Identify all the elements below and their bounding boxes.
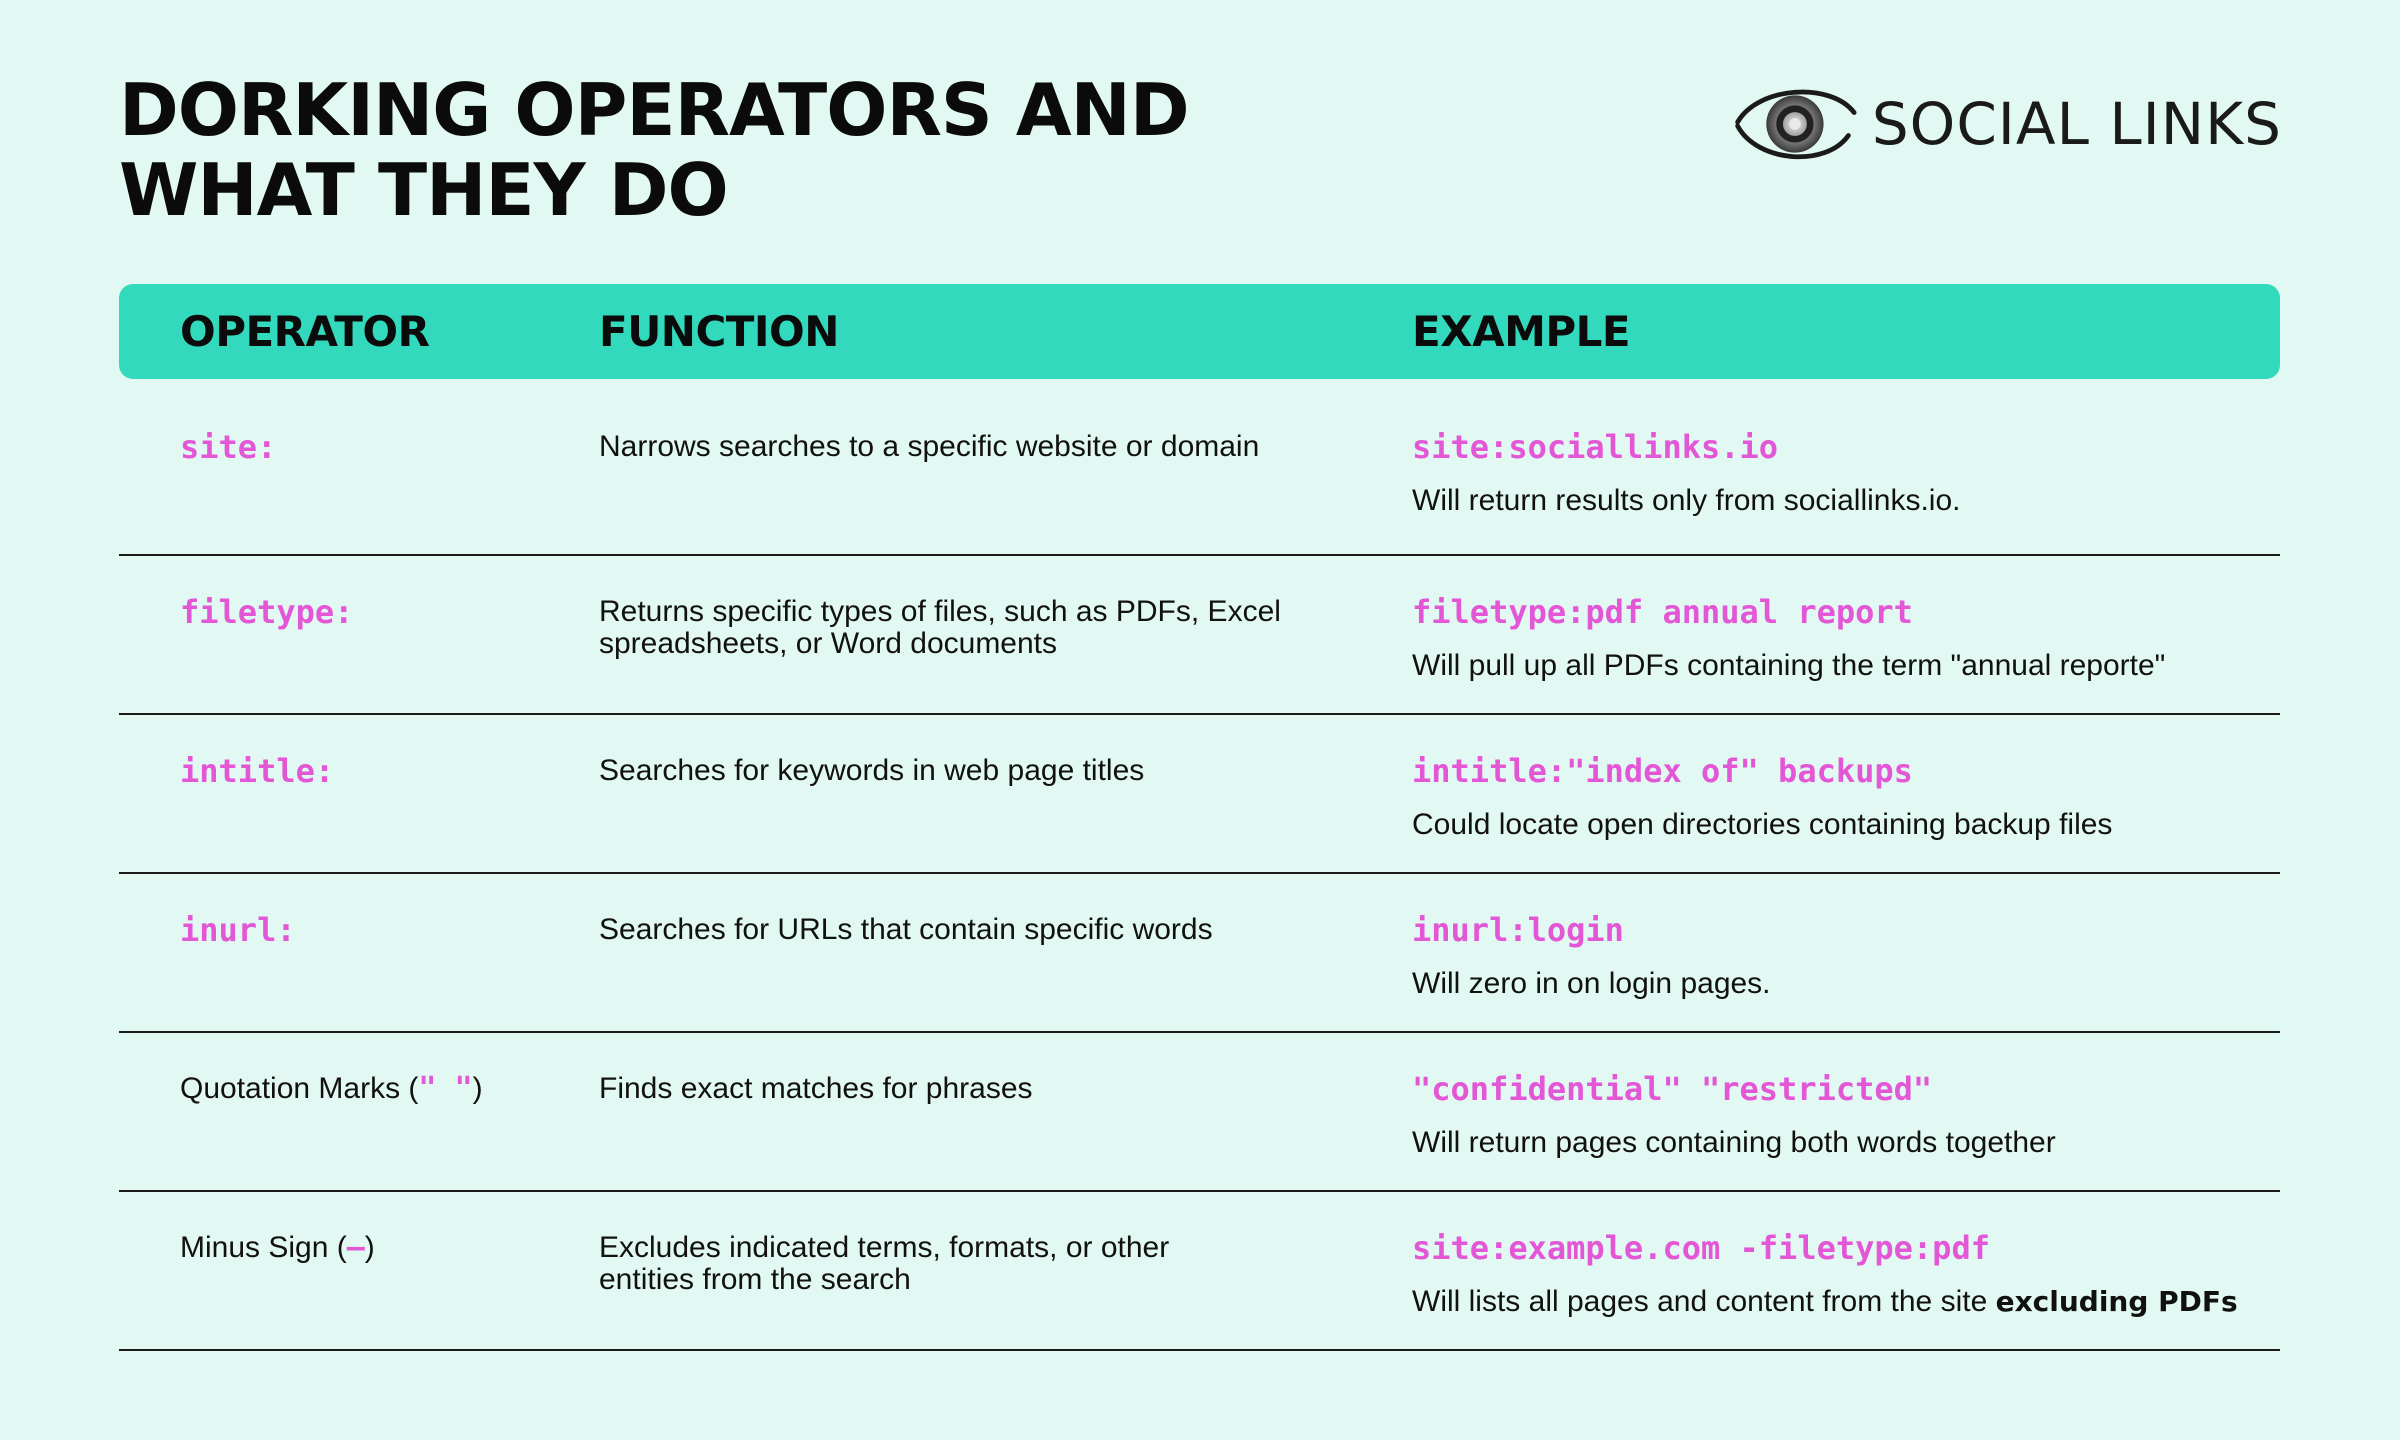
header-function: FUNCTION bbox=[599, 307, 839, 356]
example-code: filetype:pdf annual report bbox=[1412, 593, 1913, 631]
table-header bbox=[119, 284, 2280, 379]
table-row bbox=[119, 1033, 2280, 1192]
example-code: intitle:"index of" backups bbox=[1412, 752, 1913, 790]
example-code: inurl:login bbox=[1412, 911, 1624, 949]
page-title bbox=[119, 70, 1189, 230]
function-cell: Searches for URLs that contain specific words bbox=[599, 913, 1213, 946]
example-description-text: Will lists all pages and content from the site bbox=[1412, 1285, 1996, 1318]
minus-sign-symbol: – bbox=[346, 1230, 365, 1265]
operator-prefix: Quotation Marks ( bbox=[180, 1072, 419, 1105]
function-cell: Searches for keywords in web page titles bbox=[599, 754, 1145, 787]
operator-cell: intitle: bbox=[180, 752, 335, 790]
title-line-1: DORKING OPERATORS AND bbox=[119, 68, 1189, 152]
operator-prefix: Minus Sign ( bbox=[180, 1231, 347, 1264]
quotation-marks-symbol: " " bbox=[418, 1071, 473, 1106]
operator-cell: site: bbox=[180, 428, 277, 466]
function-line-2: entities from the search bbox=[599, 1263, 911, 1296]
example-description: Will pull up all PDFs containing the term "annual reporte" bbox=[1412, 649, 2166, 682]
operator-cell bbox=[180, 1069, 599, 1105]
logo-text: SOCIAL LINKS bbox=[1871, 90, 2282, 158]
table-row bbox=[119, 556, 2280, 715]
example-description: Will zero in on login pages. bbox=[1412, 967, 1771, 1000]
function-cell bbox=[599, 1228, 1372, 1296]
function-cell: Finds exact matches for phrases bbox=[599, 1072, 1033, 1105]
function-line-1: Returns specific types of files, such as PDFs, Excel bbox=[599, 595, 1281, 628]
example-description bbox=[1412, 1284, 2280, 1320]
social-links-logo bbox=[1730, 78, 2282, 170]
eye-logo-icon bbox=[1730, 78, 1860, 170]
table-row bbox=[119, 379, 2280, 556]
function-cell: Narrows searches to a specific website or domain bbox=[599, 430, 1260, 463]
operator-cell: inurl: bbox=[180, 911, 296, 949]
table-row bbox=[119, 1192, 2280, 1351]
operator-suffix: ) bbox=[364, 1231, 375, 1264]
operator-cell bbox=[180, 1228, 599, 1264]
title-line-2: WHAT THEY DO bbox=[119, 148, 728, 232]
example-code: site:example.com -filetype:pdf bbox=[1412, 1229, 1990, 1267]
header-example: EXAMPLE bbox=[1412, 307, 1631, 356]
example-description-bold: excluding PDFs bbox=[1995, 1285, 2238, 1318]
table-row bbox=[119, 874, 2280, 1033]
header-operator: OPERATOR bbox=[180, 307, 430, 356]
operator-cell: filetype: bbox=[180, 593, 354, 631]
example-description: Will return results only from sociallinks.io. bbox=[1412, 484, 1961, 517]
function-line-2: spreadsheets, or Word documents bbox=[599, 627, 1058, 660]
operator-suffix: ) bbox=[472, 1072, 483, 1105]
example-description: Will return pages containing both words together bbox=[1412, 1126, 2056, 1159]
operators-table bbox=[119, 284, 2280, 1351]
table-row bbox=[119, 715, 2280, 874]
function-line-1: Excludes indicated terms, formats, or other bbox=[599, 1231, 1170, 1264]
example-code: site:sociallinks.io bbox=[1412, 428, 1779, 466]
example-code: "confidential" "restricted" bbox=[1412, 1070, 1933, 1108]
function-cell bbox=[599, 592, 1372, 660]
example-description: Could locate open directories containing backup files bbox=[1412, 808, 2113, 841]
